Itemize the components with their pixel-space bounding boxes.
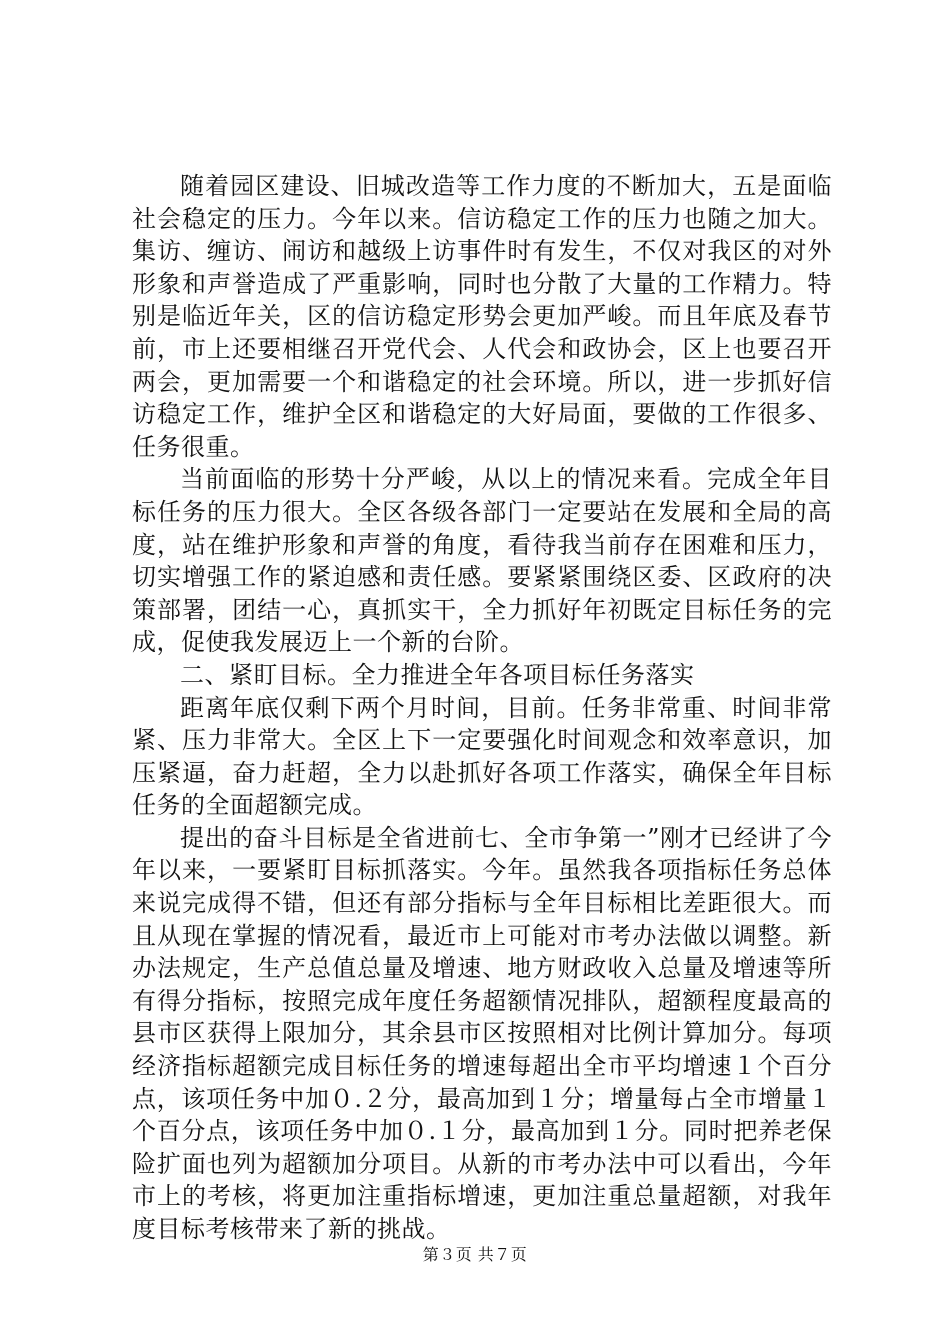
document-body (132, 170, 832, 1246)
page-number-footer: 第３页 共７页 (422, 1245, 528, 1264)
paragraph-new-assessment-method: 提出的奋斗目标是全省进前七、全市争第一”刚才已经讲了今年以来，一要紧盯目标抓落实。今年。虽然我各项指标任务总体来说完成得不错，但还有部分指标与全年目标相比差距很大。而且从现在掌握的情况看，最近市上可能对市考办法做以调整。新办法规定，生产总值总量及增速、地方财政收入总量及增速等所有得分指标，按照完成年度任务超额情况排队，超额程度最高的县市区获得上限加分，其余县市区按照相对比例计算加分。每项经济指标超额完成目标任务的增速每超出全市平均增速１个百分点，该项任务中加０.２分，最高加到１分；增量每占全市增量１个百分点，该项任务中加０.１分，最高加到１分。同时把养老保险扩面也列为超额加分项目。从新的市考办法中可以看出，今年市上的考核，将更加注重指标增速，更加注重总量超额，对我年度目标考核带来了新的挑战。 (132, 823, 832, 1243)
paragraph-two-months-left: 距离年底仅剩下两个月时间，目前。任务非常重、时间非常紧、压力非常大。全区上下一定要强化时间观念和效率意识，加压紧逼，奋力赶超，全力以赴抓好各项工作落实，确保全年目标任务的全面超额完成。 (132, 693, 832, 820)
paragraph-severe-situation: 当前面临的形势十分严峻，从以上的情况来看。完成全年目标任务的压力很大。全区各级各部门一定要站在发展和全局的高度，站在维护形象和声誉的角度，看待我当前存在困难和压力，切实增强工作的紧迫感和责任感。要紧紧围绕区委、区政府的决策部署，团结一心，真抓实干，全力抓好年初既定目标任务的完成，促使我发展迈上一个新的台阶。 (132, 465, 832, 657)
section-heading-two: 二、紧盯目标。全力推进全年各项目标任务落实 (180, 660, 695, 689)
paragraph-stability-pressure: 随着园区建设、旧城改造等工作力度的不断加大，五是面临社会稳定的压力。今年以来。信访稳定工作的压力也随之加大。集访、缠访、闹访和越级上访事件时有发生，不仅对我区的对外形象和声誉造成了严重影响，同时也分散了大量的工作精力。特别是临近年关，区的信访稳定形势会更加严峻。而且年底及春节前，市上还要相继召开党代会、人代会和政协会，区上也要召开两会，更加需要一个和谐稳定的社会环境。所以，进一步抓好信访稳定工作，维护全区和谐稳定的大好局面，要做的工作很多、任务很重。 (132, 172, 832, 461)
